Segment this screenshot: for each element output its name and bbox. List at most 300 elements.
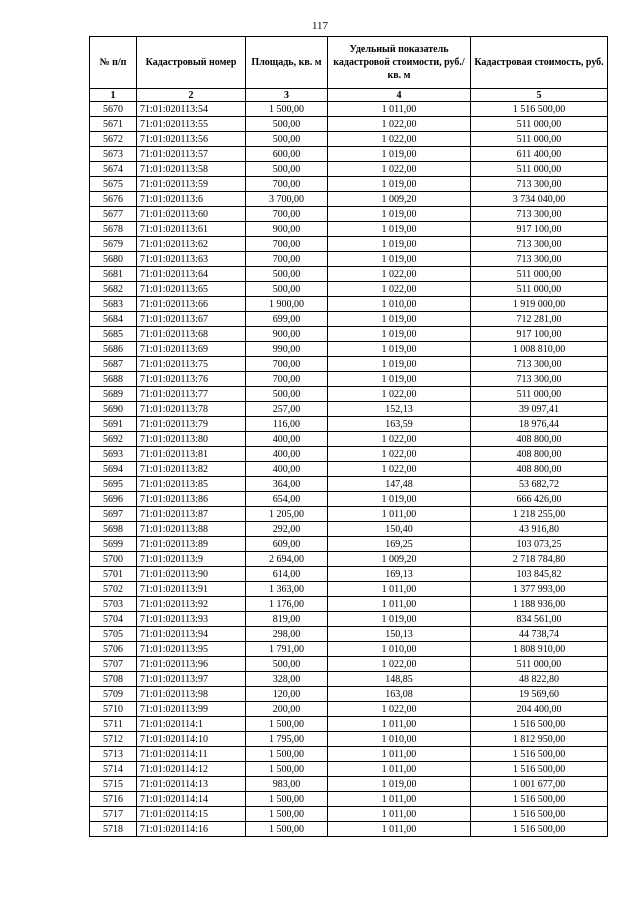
cell-specific-value: 1 019,00 bbox=[328, 342, 471, 357]
cell-area: 2 694,00 bbox=[246, 552, 328, 567]
cell-specific-value: 1 022,00 bbox=[328, 267, 471, 282]
cell-row-number: 5686 bbox=[90, 342, 137, 357]
cell-cadastral-cost: 511 000,00 bbox=[471, 387, 608, 402]
table-row bbox=[90, 732, 608, 747]
cell-specific-value: 1 022,00 bbox=[328, 657, 471, 672]
cell-row-number: 5681 bbox=[90, 267, 137, 282]
cell-cadastral-cost: 1 516 500,00 bbox=[471, 762, 608, 777]
cell-cadastral-cost: 39 097,41 bbox=[471, 402, 608, 417]
cell-row-number: 5692 bbox=[90, 432, 137, 447]
cell-cadastral-cost: 1 001 677,00 bbox=[471, 777, 608, 792]
cell-cadastral-cost: 713 300,00 bbox=[471, 177, 608, 192]
cell-cadastral-number: 71:01:020114:14 bbox=[137, 792, 246, 807]
cell-specific-value: 1 019,00 bbox=[328, 492, 471, 507]
column-number: 4 bbox=[328, 89, 471, 102]
cell-specific-value: 1 022,00 bbox=[328, 162, 471, 177]
cell-row-number: 5711 bbox=[90, 717, 137, 732]
cell-cadastral-cost: 511 000,00 bbox=[471, 267, 608, 282]
cell-cadastral-cost: 834 561,00 bbox=[471, 612, 608, 627]
cell-specific-value: 1 019,00 bbox=[328, 357, 471, 372]
cell-area: 900,00 bbox=[246, 222, 328, 237]
cell-cadastral-number: 71:01:020113:58 bbox=[137, 162, 246, 177]
table-row bbox=[90, 777, 608, 792]
cell-area: 700,00 bbox=[246, 252, 328, 267]
cell-area: 654,00 bbox=[246, 492, 328, 507]
cell-cadastral-cost: 1 188 936,00 bbox=[471, 597, 608, 612]
header-row bbox=[90, 37, 608, 89]
cell-cadastral-cost: 713 300,00 bbox=[471, 207, 608, 222]
table-row bbox=[90, 432, 608, 447]
cell-specific-value: 1 022,00 bbox=[328, 117, 471, 132]
cell-specific-value: 1 019,00 bbox=[328, 147, 471, 162]
table-row bbox=[90, 702, 608, 717]
cell-row-number: 5702 bbox=[90, 582, 137, 597]
cell-area: 700,00 bbox=[246, 237, 328, 252]
cell-cadastral-number: 71:01:020113:90 bbox=[137, 567, 246, 582]
cell-cadastral-number: 71:01:020113:56 bbox=[137, 132, 246, 147]
cell-cadastral-number: 71:01:020114:10 bbox=[137, 732, 246, 747]
table-row bbox=[90, 522, 608, 537]
cell-specific-value: 1 019,00 bbox=[328, 312, 471, 327]
table-row bbox=[90, 537, 608, 552]
cell-cadastral-cost: 511 000,00 bbox=[471, 162, 608, 177]
cell-area: 1 500,00 bbox=[246, 717, 328, 732]
cell-specific-value: 1 009,20 bbox=[328, 552, 471, 567]
cell-area: 1 791,00 bbox=[246, 642, 328, 657]
cell-area: 500,00 bbox=[246, 117, 328, 132]
table-row bbox=[90, 387, 608, 402]
cell-cadastral-number: 71:01:020113:94 bbox=[137, 627, 246, 642]
cell-row-number: 5705 bbox=[90, 627, 137, 642]
cell-cadastral-number: 71:01:020114:15 bbox=[137, 807, 246, 822]
cell-area: 1 500,00 bbox=[246, 792, 328, 807]
cell-specific-value: 163,59 bbox=[328, 417, 471, 432]
cell-cadastral-number: 71:01:020113:97 bbox=[137, 672, 246, 687]
cell-row-number: 5708 bbox=[90, 672, 137, 687]
cell-area: 500,00 bbox=[246, 162, 328, 177]
column-number: 1 bbox=[90, 89, 137, 102]
cell-area: 116,00 bbox=[246, 417, 328, 432]
cell-cadastral-number: 71:01:020114:16 bbox=[137, 822, 246, 837]
cell-area: 614,00 bbox=[246, 567, 328, 582]
cell-cadastral-number: 71:01:020113:75 bbox=[137, 357, 246, 372]
table-row bbox=[90, 492, 608, 507]
cell-specific-value: 1 022,00 bbox=[328, 447, 471, 462]
cell-row-number: 5682 bbox=[90, 282, 137, 297]
cell-cadastral-number: 71:01:020113:86 bbox=[137, 492, 246, 507]
table-row bbox=[90, 237, 608, 252]
cell-specific-value: 1 011,00 bbox=[328, 792, 471, 807]
table-row bbox=[90, 717, 608, 732]
table-row bbox=[90, 582, 608, 597]
cell-specific-value: 1 022,00 bbox=[328, 432, 471, 447]
cell-row-number: 5717 bbox=[90, 807, 137, 822]
cell-specific-value: 1 010,00 bbox=[328, 297, 471, 312]
cell-area: 400,00 bbox=[246, 432, 328, 447]
cell-cadastral-number: 71:01:020113:91 bbox=[137, 582, 246, 597]
cell-row-number: 5709 bbox=[90, 687, 137, 702]
cell-cadastral-number: 71:01:020113:93 bbox=[137, 612, 246, 627]
cell-cadastral-number: 71:01:020113:60 bbox=[137, 207, 246, 222]
cell-cadastral-cost: 1 516 500,00 bbox=[471, 717, 608, 732]
column-number: 5 bbox=[471, 89, 608, 102]
cell-area: 1 900,00 bbox=[246, 297, 328, 312]
table-row bbox=[90, 507, 608, 522]
cell-area: 364,00 bbox=[246, 477, 328, 492]
cell-area: 1 795,00 bbox=[246, 732, 328, 747]
cell-specific-value: 1 019,00 bbox=[328, 612, 471, 627]
cell-area: 609,00 bbox=[246, 537, 328, 552]
cell-cadastral-number: 71:01:020113:92 bbox=[137, 597, 246, 612]
cell-row-number: 5671 bbox=[90, 117, 137, 132]
cell-cadastral-cost: 204 400,00 bbox=[471, 702, 608, 717]
cell-row-number: 5710 bbox=[90, 702, 137, 717]
table-row bbox=[90, 102, 608, 117]
cell-cadastral-number: 71:01:020113:66 bbox=[137, 297, 246, 312]
cell-area: 292,00 bbox=[246, 522, 328, 537]
cell-cadastral-number: 71:01:020114:11 bbox=[137, 747, 246, 762]
cell-cadastral-number: 71:01:020113:98 bbox=[137, 687, 246, 702]
cell-cadastral-number: 71:01:020113:65 bbox=[137, 282, 246, 297]
cell-specific-value: 1 011,00 bbox=[328, 582, 471, 597]
cell-cadastral-cost: 3 734 040,00 bbox=[471, 192, 608, 207]
table-row bbox=[90, 402, 608, 417]
cell-cadastral-number: 71:01:020113:80 bbox=[137, 432, 246, 447]
cell-cadastral-cost: 44 738,74 bbox=[471, 627, 608, 642]
cell-row-number: 5694 bbox=[90, 462, 137, 477]
table-row bbox=[90, 222, 608, 237]
cell-specific-value: 1 019,00 bbox=[328, 177, 471, 192]
cell-cadastral-cost: 611 400,00 bbox=[471, 147, 608, 162]
cell-row-number: 5679 bbox=[90, 237, 137, 252]
cell-area: 700,00 bbox=[246, 372, 328, 387]
cell-cadastral-cost: 917 100,00 bbox=[471, 222, 608, 237]
cell-specific-value: 1 019,00 bbox=[328, 222, 471, 237]
cell-area: 3 700,00 bbox=[246, 192, 328, 207]
cell-row-number: 5704 bbox=[90, 612, 137, 627]
table-row bbox=[90, 207, 608, 222]
cell-cadastral-cost: 511 000,00 bbox=[471, 657, 608, 672]
table-row bbox=[90, 282, 608, 297]
cell-area: 328,00 bbox=[246, 672, 328, 687]
cell-cadastral-number: 71:01:020113:96 bbox=[137, 657, 246, 672]
cell-cadastral-cost: 103 845,82 bbox=[471, 567, 608, 582]
cell-cadastral-number: 71:01:020113:68 bbox=[137, 327, 246, 342]
column-number: 3 bbox=[246, 89, 328, 102]
cell-row-number: 5700 bbox=[90, 552, 137, 567]
table-row bbox=[90, 312, 608, 327]
cell-row-number: 5703 bbox=[90, 597, 137, 612]
table-row bbox=[90, 762, 608, 777]
cell-cadastral-number: 71:01:020113:57 bbox=[137, 147, 246, 162]
cell-row-number: 5716 bbox=[90, 792, 137, 807]
cell-row-number: 5715 bbox=[90, 777, 137, 792]
table-body bbox=[90, 102, 608, 837]
cell-area: 120,00 bbox=[246, 687, 328, 702]
cell-specific-value: 150,40 bbox=[328, 522, 471, 537]
cell-cadastral-number: 71:01:020113:63 bbox=[137, 252, 246, 267]
cell-row-number: 5698 bbox=[90, 522, 137, 537]
cell-row-number: 5712 bbox=[90, 732, 137, 747]
cell-specific-value: 1 019,00 bbox=[328, 327, 471, 342]
cell-specific-value: 150,13 bbox=[328, 627, 471, 642]
cell-cadastral-number: 71:01:020113:89 bbox=[137, 537, 246, 552]
header-cadastral-number: Кадастровый номер bbox=[137, 37, 246, 89]
cell-cadastral-cost: 1 516 500,00 bbox=[471, 102, 608, 117]
cell-specific-value: 1 022,00 bbox=[328, 282, 471, 297]
cell-area: 1 500,00 bbox=[246, 807, 328, 822]
cell-area: 298,00 bbox=[246, 627, 328, 642]
cell-specific-value: 1 011,00 bbox=[328, 102, 471, 117]
cell-area: 1 176,00 bbox=[246, 597, 328, 612]
cell-area: 1 500,00 bbox=[246, 822, 328, 837]
cell-row-number: 5675 bbox=[90, 177, 137, 192]
cell-cadastral-number: 71:01:020113:77 bbox=[137, 387, 246, 402]
header-specific-value: Удельный показатель кадастровой стоимости, руб./кв. м bbox=[328, 37, 471, 89]
cell-cadastral-cost: 713 300,00 bbox=[471, 252, 608, 267]
table-row bbox=[90, 252, 608, 267]
cell-cadastral-number: 71:01:020113:64 bbox=[137, 267, 246, 282]
cell-cadastral-number: 71:01:020114:1 bbox=[137, 717, 246, 732]
header-cadastral-cost: Кадастровая стоимость, руб. bbox=[471, 37, 608, 89]
cell-specific-value: 1 019,00 bbox=[328, 237, 471, 252]
cell-row-number: 5677 bbox=[90, 207, 137, 222]
cell-row-number: 5697 bbox=[90, 507, 137, 522]
cell-row-number: 5699 bbox=[90, 537, 137, 552]
table-row bbox=[90, 327, 608, 342]
cell-row-number: 5673 bbox=[90, 147, 137, 162]
cell-cadastral-number: 71:01:020114:13 bbox=[137, 777, 246, 792]
cell-row-number: 5696 bbox=[90, 492, 137, 507]
cell-specific-value: 1 019,00 bbox=[328, 207, 471, 222]
cell-cadastral-number: 71:01:020113:88 bbox=[137, 522, 246, 537]
cell-cadastral-cost: 2 718 784,80 bbox=[471, 552, 608, 567]
table-row bbox=[90, 657, 608, 672]
table-row bbox=[90, 447, 608, 462]
cell-cadastral-cost: 713 300,00 bbox=[471, 357, 608, 372]
cell-specific-value: 1 010,00 bbox=[328, 732, 471, 747]
cell-row-number: 5670 bbox=[90, 102, 137, 117]
cell-cadastral-cost: 1 377 993,00 bbox=[471, 582, 608, 597]
cell-specific-value: 152,13 bbox=[328, 402, 471, 417]
cell-row-number: 5707 bbox=[90, 657, 137, 672]
cell-specific-value: 1 011,00 bbox=[328, 762, 471, 777]
cell-cadastral-cost: 103 073,25 bbox=[471, 537, 608, 552]
table-row bbox=[90, 132, 608, 147]
cell-cadastral-cost: 712 281,00 bbox=[471, 312, 608, 327]
cell-row-number: 5706 bbox=[90, 642, 137, 657]
cell-cadastral-cost: 1 516 500,00 bbox=[471, 822, 608, 837]
cell-area: 257,00 bbox=[246, 402, 328, 417]
table-row bbox=[90, 417, 608, 432]
table-row bbox=[90, 477, 608, 492]
cell-specific-value: 1 011,00 bbox=[328, 597, 471, 612]
cell-specific-value: 1 011,00 bbox=[328, 507, 471, 522]
table-row bbox=[90, 597, 608, 612]
cell-area: 700,00 bbox=[246, 177, 328, 192]
table-row bbox=[90, 642, 608, 657]
cell-cadastral-cost: 43 916,80 bbox=[471, 522, 608, 537]
cell-cadastral-number: 71:01:020113:79 bbox=[137, 417, 246, 432]
cell-area: 990,00 bbox=[246, 342, 328, 357]
cell-cadastral-number: 71:01:020113:59 bbox=[137, 177, 246, 192]
cell-cadastral-number: 71:01:020113:95 bbox=[137, 642, 246, 657]
cell-cadastral-cost: 666 426,00 bbox=[471, 492, 608, 507]
cell-row-number: 5713 bbox=[90, 747, 137, 762]
cell-cadastral-cost: 1 808 910,00 bbox=[471, 642, 608, 657]
cell-specific-value: 1 022,00 bbox=[328, 462, 471, 477]
cell-row-number: 5685 bbox=[90, 327, 137, 342]
cell-cadastral-number: 71:01:020113:9 bbox=[137, 552, 246, 567]
cell-area: 500,00 bbox=[246, 282, 328, 297]
cell-cadastral-number: 71:01:020114:12 bbox=[137, 762, 246, 777]
cell-row-number: 5676 bbox=[90, 192, 137, 207]
cell-specific-value: 147,48 bbox=[328, 477, 471, 492]
table-row bbox=[90, 822, 608, 837]
cell-specific-value: 1 011,00 bbox=[328, 747, 471, 762]
cell-area: 700,00 bbox=[246, 357, 328, 372]
cell-specific-value: 1 022,00 bbox=[328, 132, 471, 147]
cell-cadastral-number: 71:01:020113:55 bbox=[137, 117, 246, 132]
table-row bbox=[90, 177, 608, 192]
cell-area: 200,00 bbox=[246, 702, 328, 717]
cell-row-number: 5680 bbox=[90, 252, 137, 267]
page-number: 117 bbox=[311, 20, 329, 32]
cell-cadastral-cost: 1 516 500,00 bbox=[471, 792, 608, 807]
table-row bbox=[90, 357, 608, 372]
cell-cadastral-number: 71:01:020113:85 bbox=[137, 477, 246, 492]
cell-cadastral-number: 71:01:020113:99 bbox=[137, 702, 246, 717]
cell-cadastral-cost: 48 822,80 bbox=[471, 672, 608, 687]
cell-row-number: 5690 bbox=[90, 402, 137, 417]
cell-area: 400,00 bbox=[246, 447, 328, 462]
cell-cadastral-cost: 408 800,00 bbox=[471, 462, 608, 477]
table-row bbox=[90, 162, 608, 177]
table-row bbox=[90, 147, 608, 162]
cell-specific-value: 1 019,00 bbox=[328, 252, 471, 267]
table-row bbox=[90, 627, 608, 642]
cell-specific-value: 148,85 bbox=[328, 672, 471, 687]
cell-cadastral-number: 71:01:020113:67 bbox=[137, 312, 246, 327]
table-row bbox=[90, 807, 608, 822]
cell-cadastral-cost: 1 516 500,00 bbox=[471, 807, 608, 822]
cell-row-number: 5688 bbox=[90, 372, 137, 387]
cell-area: 1 363,00 bbox=[246, 582, 328, 597]
cell-row-number: 5687 bbox=[90, 357, 137, 372]
cell-cadastral-cost: 511 000,00 bbox=[471, 282, 608, 297]
table-row bbox=[90, 192, 608, 207]
cell-row-number: 5693 bbox=[90, 447, 137, 462]
cell-cadastral-number: 71:01:020113:78 bbox=[137, 402, 246, 417]
cell-area: 699,00 bbox=[246, 312, 328, 327]
cell-cadastral-number: 71:01:020113:82 bbox=[137, 462, 246, 477]
cell-row-number: 5695 bbox=[90, 477, 137, 492]
cell-specific-value: 1 009,20 bbox=[328, 192, 471, 207]
cell-specific-value: 1 011,00 bbox=[328, 822, 471, 837]
cell-specific-value: 1 019,00 bbox=[328, 372, 471, 387]
table-row bbox=[90, 372, 608, 387]
cell-area: 1 500,00 bbox=[246, 762, 328, 777]
cell-specific-value: 1 011,00 bbox=[328, 807, 471, 822]
cell-cadastral-number: 71:01:020113:54 bbox=[137, 102, 246, 117]
cell-cadastral-number: 71:01:020113:87 bbox=[137, 507, 246, 522]
table-row bbox=[90, 117, 608, 132]
cell-row-number: 5672 bbox=[90, 132, 137, 147]
cell-cadastral-cost: 713 300,00 bbox=[471, 372, 608, 387]
cell-specific-value: 1 011,00 bbox=[328, 717, 471, 732]
cell-specific-value: 169,13 bbox=[328, 567, 471, 582]
cell-cadastral-cost: 18 976,44 bbox=[471, 417, 608, 432]
cell-specific-value: 1 010,00 bbox=[328, 642, 471, 657]
cell-area: 700,00 bbox=[246, 207, 328, 222]
cell-area: 1 205,00 bbox=[246, 507, 328, 522]
cell-cadastral-number: 71:01:020113:62 bbox=[137, 237, 246, 252]
cell-area: 1 500,00 bbox=[246, 747, 328, 762]
cadastral-value-table bbox=[89, 36, 608, 837]
table-row bbox=[90, 342, 608, 357]
cell-row-number: 5689 bbox=[90, 387, 137, 402]
table-row bbox=[90, 747, 608, 762]
cell-area: 900,00 bbox=[246, 327, 328, 342]
cell-specific-value: 169,25 bbox=[328, 537, 471, 552]
cell-cadastral-number: 71:01:020113:61 bbox=[137, 222, 246, 237]
table-row bbox=[90, 612, 608, 627]
cell-row-number: 5674 bbox=[90, 162, 137, 177]
cell-cadastral-cost: 408 800,00 bbox=[471, 447, 608, 462]
cell-cadastral-cost: 408 800,00 bbox=[471, 432, 608, 447]
cell-row-number: 5691 bbox=[90, 417, 137, 432]
table-row bbox=[90, 567, 608, 582]
cell-area: 400,00 bbox=[246, 462, 328, 477]
table-row bbox=[90, 687, 608, 702]
table-header bbox=[90, 37, 608, 102]
cell-row-number: 5683 bbox=[90, 297, 137, 312]
cell-row-number: 5701 bbox=[90, 567, 137, 582]
cell-specific-value: 163,08 bbox=[328, 687, 471, 702]
cell-cadastral-number: 71:01:020113:6 bbox=[137, 192, 246, 207]
header-row-number: № п/п bbox=[90, 37, 137, 89]
table-row bbox=[90, 267, 608, 282]
cell-area: 500,00 bbox=[246, 387, 328, 402]
cell-cadastral-cost: 1 516 500,00 bbox=[471, 747, 608, 762]
table-row bbox=[90, 552, 608, 567]
column-number-row bbox=[90, 89, 608, 102]
cell-area: 983,00 bbox=[246, 777, 328, 792]
table-row bbox=[90, 297, 608, 312]
cell-cadastral-number: 71:01:020113:69 bbox=[137, 342, 246, 357]
cell-row-number: 5714 bbox=[90, 762, 137, 777]
cell-area: 819,00 bbox=[246, 612, 328, 627]
cell-cadastral-cost: 53 682,72 bbox=[471, 477, 608, 492]
cell-cadastral-cost: 1 008 810,00 bbox=[471, 342, 608, 357]
header-area: Площадь, кв. м bbox=[246, 37, 328, 89]
cell-cadastral-cost: 1 218 255,00 bbox=[471, 507, 608, 522]
cell-specific-value: 1 019,00 bbox=[328, 777, 471, 792]
cell-area: 600,00 bbox=[246, 147, 328, 162]
cell-cadastral-cost: 1 919 000,00 bbox=[471, 297, 608, 312]
cell-cadastral-cost: 713 300,00 bbox=[471, 237, 608, 252]
cell-cadastral-cost: 1 812 950,00 bbox=[471, 732, 608, 747]
cell-cadastral-cost: 917 100,00 bbox=[471, 327, 608, 342]
column-number: 2 bbox=[137, 89, 246, 102]
cell-area: 1 500,00 bbox=[246, 102, 328, 117]
cell-specific-value: 1 022,00 bbox=[328, 702, 471, 717]
cell-area: 500,00 bbox=[246, 267, 328, 282]
table-row bbox=[90, 672, 608, 687]
cell-specific-value: 1 022,00 bbox=[328, 387, 471, 402]
cell-cadastral-number: 71:01:020113:81 bbox=[137, 447, 246, 462]
cell-row-number: 5718 bbox=[90, 822, 137, 837]
